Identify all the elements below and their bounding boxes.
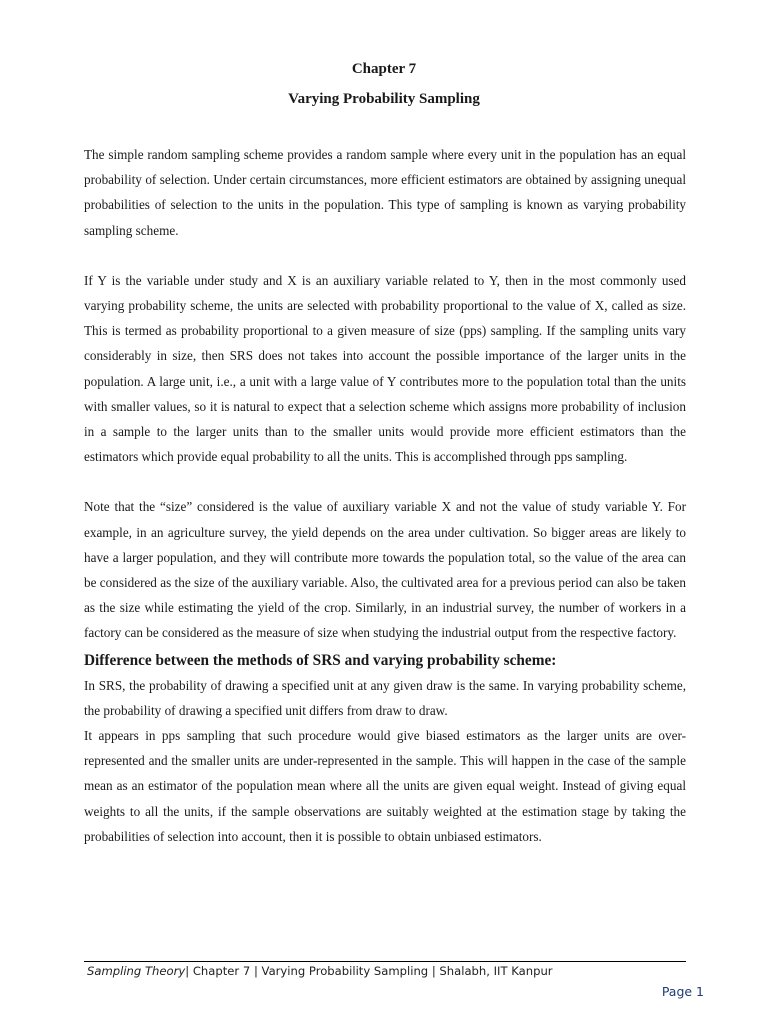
document-body — [84, 142, 686, 849]
footer-citation — [87, 964, 553, 978]
section-heading: Difference between the methods of SRS and varying probability scheme: — [84, 651, 557, 669]
paragraph-weighting: It appears in pps sampling that such procedure would give biased estimators as the larger units are over-represented and the smaller units are under-represented in the sample. This will happen in the case of the sample mean as an estimator of the population mean where all the units are given equal weight. Instead of giving equal weights to all the units, if the sample observations are suitably weighted at the estimation stage by taking the probabilities of selection into account, then it is possible to obtain unbiased estimators. — [84, 728, 686, 844]
footer-details: | Chapter 7 | Varying Probability Sampling | Shalabh, IIT Kanpur — [185, 964, 553, 978]
chapter-title: Varying Probability Sampling — [288, 91, 480, 107]
paragraph-gap — [84, 243, 686, 268]
chapter-number: Chapter 7 — [351, 61, 417, 77]
paragraph-srs-difference: In SRS, the probability of drawing a specified unit at any given draw is the same. In varying probability scheme, the probability of drawing a specified unit differs from draw to draw. — [84, 677, 686, 718]
page-number: Page 1 — [661, 984, 704, 999]
footer-divider — [84, 961, 686, 962]
footer-book-title: Sampling Theory — [87, 964, 186, 978]
paragraph-gap — [84, 469, 686, 494]
paragraph-size-note: Note that the “size” considered is the value of auxiliary variable X and not the value of study variable Y. For example, in an agriculture survey, the yield depends on the area under cultivation. So bigger areas are likely to have a larger population, and they will contribute more towards the population total, so the value of the area can be considered as the size of the auxiliary variable. Also, the cultivated area for a previous period can also be taken as the size while estimating the yield of the crop. Similarly, in an industrial survey, the number of workers in a factory can be considered as the measure of size when studying the industrial output from the respective factory. — [84, 499, 686, 641]
paragraph-pps-definition: If Y is the variable under study and X is an auxiliary variable related to Y, then in the most commonly used varying probability scheme, the units are selected with probability proportional to the value of X, called as size. This is termed as probability proportional to a given measure of size (pps) sampling. If the sampling units vary considerably in size, then SRS does not takes into account the possible importance of the larger units in the population. A large unit, i.e., a unit with a large value of Y contributes more to the population total than the units with smaller values, so it is natural to expect that a selection scheme which assigns more probability of inclusion in a sample to the larger units than to the smaller units would provide more efficient estimators than the estimators which provide equal probability to all the units. This is accomplished through pps sampling. — [84, 272, 686, 465]
paragraph-intro: The simple random sampling scheme provides a random sample where every unit in the population has an equal probability of selection. Under certain circumstances, more efficient estimators are obtained by assigning unequal probabilities of selection to the units in the population. This type of sampling is known as varying probability sampling scheme. — [84, 147, 686, 238]
